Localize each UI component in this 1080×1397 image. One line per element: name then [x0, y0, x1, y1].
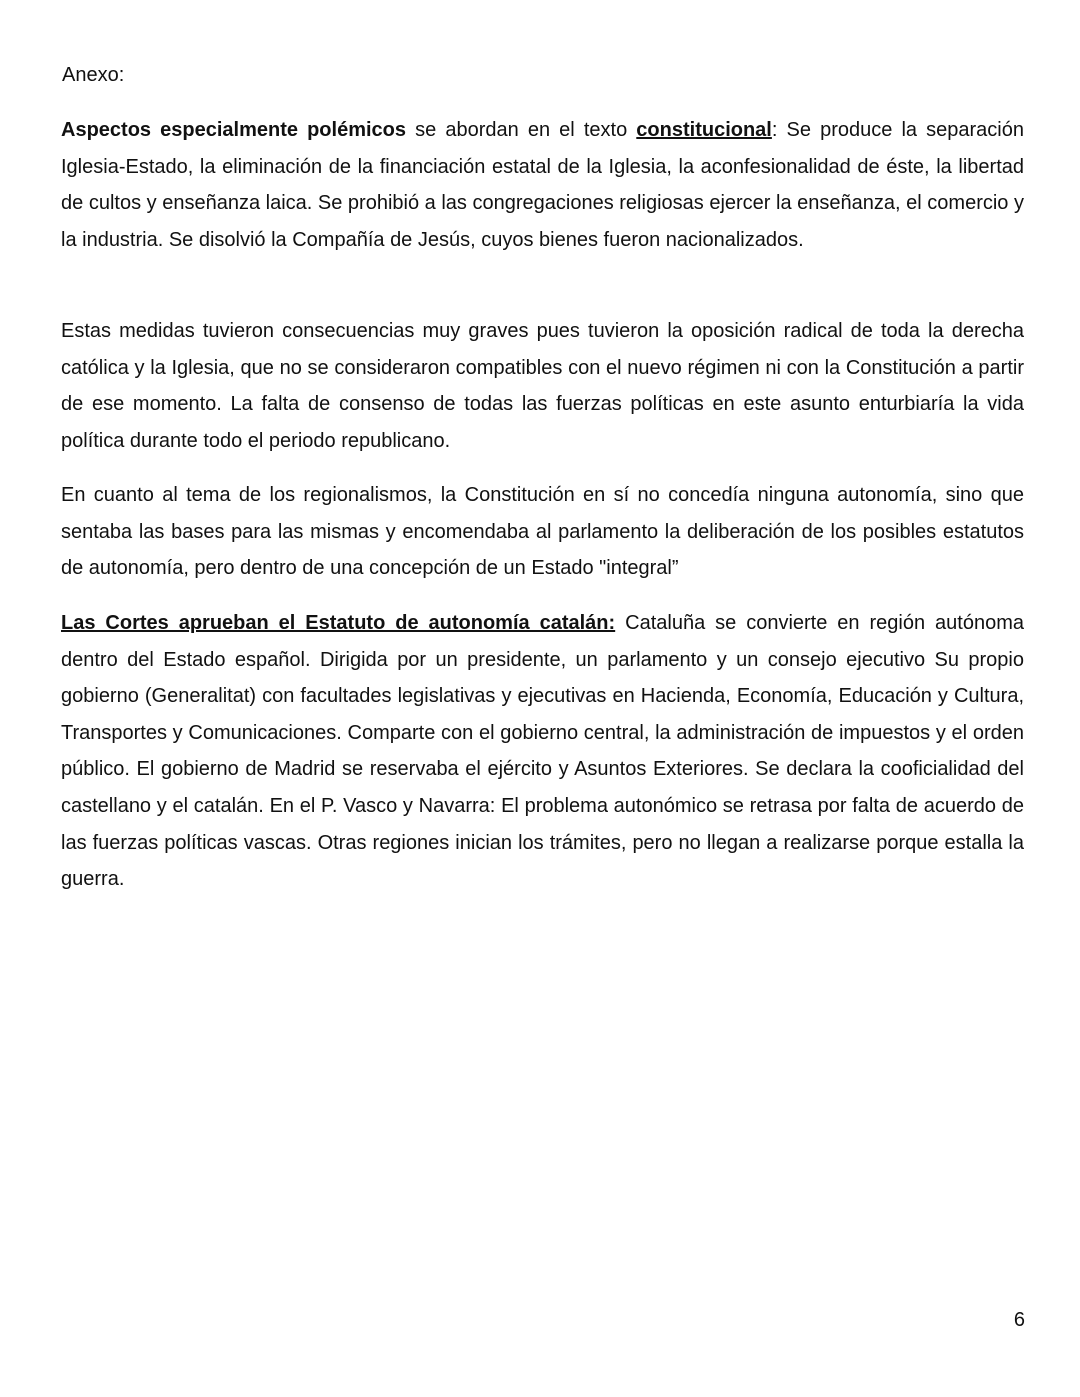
annex-heading: Anexo:	[62, 64, 125, 86]
bold-lead-polemic-aspects: Aspectos especialmente polémicos	[61, 119, 406, 141]
paragraph-text: se abordan en el texto	[406, 119, 637, 141]
paragraph-catalan-statute	[61, 605, 1024, 898]
paragraph-constitution-religion	[61, 112, 1024, 258]
paragraph-text: Cataluña se convierte en región autónoma dentro del Estado español. Dirigida por un presidente, un parlamento y un consejo ejecutivo Su propio gobierno (Generalitat) con facultades legislativas y ejecutivas en Hacienda, Economía, Educación y Cultura, Transportes y Comunicaciones. Comparte con el gobierno central, la administración de impuestos y el orden público. El gobierno de Madrid se reservaba el ejército y Asuntos Exteriores. Se declara la cooficialidad del castellano y el catalán. En el P. Vasco y Navarra: El problema autonómico se retrasa por falta de acuerdo de las fuerzas políticas vascas. Otras regiones inician los trámites, pero no llegan a realizarse porque estalla la guerra.	[61, 612, 1024, 891]
emphasis-constitutional: constitucional	[636, 119, 772, 141]
paragraph-consequences: Estas medidas tuvieron consecuencias muy graves pues tuvieron la oposición radical de toda la derecha católica y la Iglesia, que no se consideraron compatibles con el nuevo régimen ni con la Constitución a partir de ese momento. La falta de consenso de todas las fuerzas políticas en este asunto enturbiaría la vida política durante todo el periodo republicano.	[61, 320, 1024, 452]
page-number: 6	[1013, 1309, 1025, 1331]
paragraph-text: : Se produce la separación Iglesia-Estado, la eliminación de la financiación estatal de la Iglesia, la aconfesionalidad de éste, la libertad de cultos y enseñanza laica. Se prohibió a las congregaciones religiosas ejercer la enseñanza, el comercio y la industria. Se disolvió la Compañía de Jesús, cuyos bienes fueron nacionalizados.	[61, 119, 1024, 251]
paragraph-regionalisms: En cuanto al tema de los regionalismos, la Constitución en sí no concedía ninguna autonomía, sino que sentaba las bases para las mismas y encomendaba al parlamento la deliberación de los posibles estatutos de autonomía, pero dentro de una concepción de un Estado "integral”	[61, 484, 1024, 580]
bold-lead-catalan-statute: Las Cortes aprueban el Estatuto de autonomía catalán:	[61, 612, 616, 634]
